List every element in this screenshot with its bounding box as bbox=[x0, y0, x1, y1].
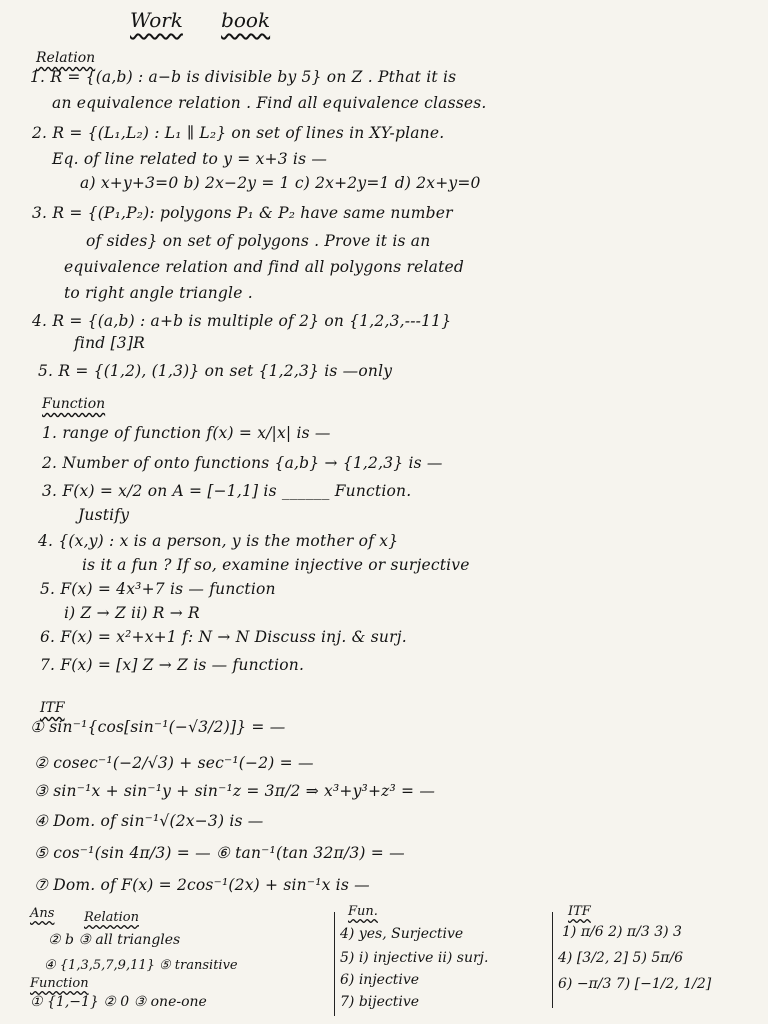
relation-line: to right angle triangle . bbox=[64, 284, 253, 302]
function-heading: Function bbox=[42, 396, 106, 412]
answers-function-heading: Function bbox=[30, 976, 89, 991]
function-line: 7. F(x) = [x] Z → Z is — function. bbox=[40, 656, 305, 674]
answer-line: 4) [3/2, 2] 5) 5π/6 bbox=[558, 950, 684, 966]
answer-line: ④ {1,3,5,7,9,11} ⑤ transitive bbox=[44, 958, 238, 973]
function-line: 5. F(x) = 4x³+7 is — function bbox=[40, 580, 276, 598]
function-line: 1. range of function f(x) = x/|x| is — bbox=[42, 424, 331, 442]
relation-line: a) x+y+3=0 b) 2x−2y = 1 c) 2x+2y=1 d) 2x+y=0 bbox=[80, 174, 481, 192]
title-book: book bbox=[221, 8, 271, 32]
itf-line: ① sin⁻¹{cos[sin⁻¹(−√3/2)]} = — bbox=[30, 718, 286, 736]
answers-itf-heading: ITF bbox=[568, 904, 591, 919]
answer-line: 6) −π/3 7) [−1/2, 1/2] bbox=[558, 976, 712, 992]
answer-line: 1) π/6 2) π/3 3) 3 bbox=[562, 924, 682, 940]
itf-line: ② cosec⁻¹(−2/√3) + sec⁻¹(−2) = — bbox=[34, 754, 314, 772]
answer-line: ① {1,−1} ② 0 ③ one-one bbox=[30, 994, 207, 1010]
answers-divider bbox=[552, 912, 553, 1008]
function-line: Justify bbox=[78, 506, 130, 524]
function-line: 3. F(x) = x/2 on A = [−1,1] is ______ Function. bbox=[42, 482, 412, 500]
relation-line: 4. R = {(a,b) : a+b is multiple of 2} on {1,2,3,---11} bbox=[32, 312, 452, 330]
relation-line: 2. R = {(L₁,L₂) : L₁ ∥ L₂} on set of lines in XY-plane. bbox=[32, 124, 445, 142]
relation-line: of sides} on set of polygons . Prove it is an bbox=[86, 232, 431, 250]
relation-line: 1. R = {(a,b) : a−b is divisible by 5} on Z . Pthat it is bbox=[30, 68, 457, 86]
itf-line: ⑦ Dom. of F(x) = 2cos⁻¹(2x) + sin⁻¹x is — bbox=[34, 876, 370, 894]
itf-line: ③ sin⁻¹x + sin⁻¹y + sin⁻¹z = 3π/2 ⇒ x³+y³+z³ = — bbox=[34, 782, 436, 800]
relation-line: 3. R = {(P₁,P₂): polygons P₁ & P₂ have same number bbox=[32, 204, 453, 222]
function-line: 2. Number of onto functions {a,b} → {1,2,3} is — bbox=[42, 454, 443, 472]
answers-divider bbox=[334, 912, 335, 1016]
relation-line: Eq. of line related to y = x+3 is — bbox=[52, 150, 328, 168]
relation-line: 5. R = {(1,2), (1,3)} on set {1,2,3} is —only bbox=[38, 362, 393, 380]
relation-line: an equivalence relation . Find all equivalence classes. bbox=[52, 94, 487, 112]
relation-heading: Relation bbox=[36, 50, 96, 66]
function-line: 6. F(x) = x²+x+1 f: N → N Discuss inj. & surj. bbox=[40, 628, 407, 646]
answers-heading: Ans bbox=[30, 906, 55, 921]
relation-line: equivalence relation and find all polygons related bbox=[64, 258, 465, 276]
answer-line: 6) injective bbox=[340, 972, 420, 988]
relation-line: find [3]R bbox=[74, 334, 145, 352]
answers-relation-heading: Relation bbox=[84, 910, 139, 925]
function-line: i) Z → Z ii) R → R bbox=[64, 604, 200, 622]
itf-heading: ITF bbox=[40, 700, 65, 716]
function-line: is it a fun ? If so, examine injective or surjective bbox=[82, 556, 470, 574]
answer-line: ② b ③ all triangles bbox=[48, 932, 181, 948]
answer-line: 7) bijective bbox=[340, 994, 420, 1010]
answer-line: 5) i) injective ii) surj. bbox=[340, 950, 489, 966]
function-line: 4. {(x,y) : x is a person, y is the mother of x} bbox=[38, 532, 399, 550]
answer-line: 4) yes, Surjective bbox=[340, 926, 464, 942]
answers-fun-heading: Fun. bbox=[348, 904, 378, 919]
title-work: Work bbox=[130, 8, 183, 32]
page-title bbox=[130, 8, 270, 32]
itf-line: ④ Dom. of sin⁻¹√(2x−3) is — bbox=[34, 812, 264, 830]
itf-line: ⑤ cos⁻¹(sin 4π/3) = — ⑥ tan⁻¹(tan 32π/3) = — bbox=[34, 844, 405, 862]
